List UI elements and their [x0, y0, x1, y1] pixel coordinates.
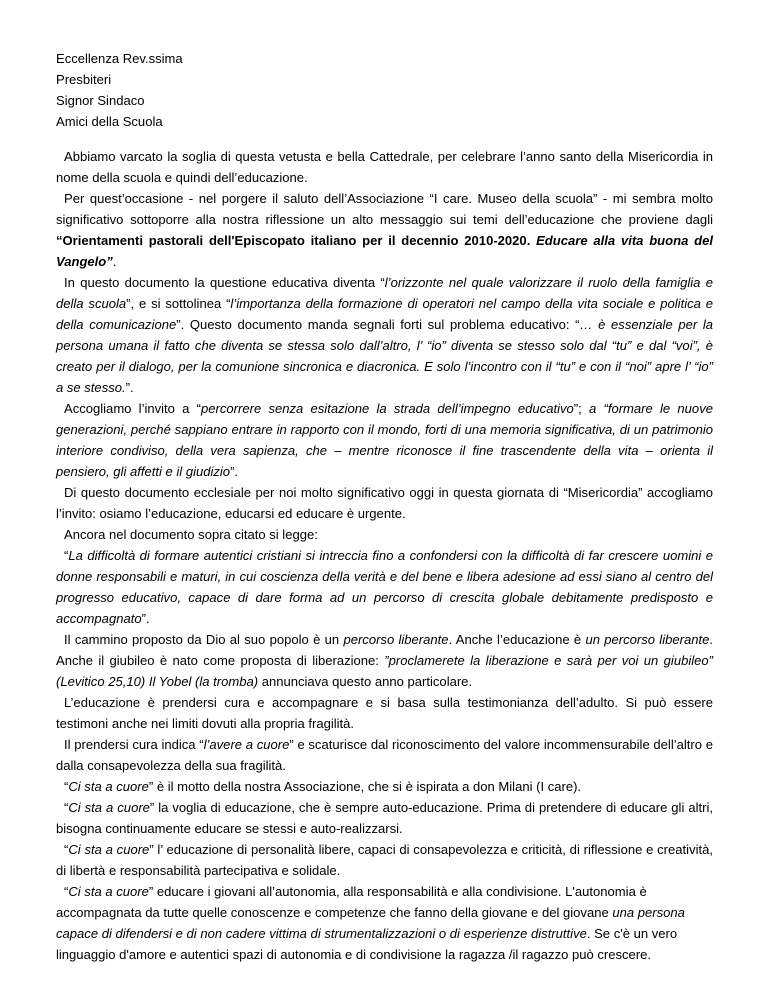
- text-run: Per quest’occasione - nel porgere il saluto dell’Associazione “I care. Museo della scuola” - mi sembra molto significativo sottoporre alla nostra riflessione un alto messaggio sui temi dell’educazione che proviene dagli: [56, 191, 713, 227]
- text-run: .: [112, 254, 117, 269]
- text-run: Educare alla vita buona del Vangelo”: [56, 233, 713, 269]
- text-run: ”, e si sottolinea “: [126, 296, 231, 311]
- text-run: Di questo documento ecclesiale per noi molto significativo oggi in questa giornata di “Misericordia” accogliamo l’invito: osiamo l’educazione, educarsi ed educare è urgente.: [56, 485, 713, 521]
- text-run: l’importanza della formazione di operatori nel campo della vita sociale e politica e della comunicazione: [56, 296, 713, 332]
- text-run: “: [64, 800, 69, 815]
- text-run: ”. Questo documento manda segnali forti sul problema educativo: “: [176, 317, 580, 332]
- text-run: Abbiamo varcato la soglia di questa vetusta e bella Cattedrale, per celebrare l’anno santo della Misericordia in nome della scuola e quindi dell’educazione.: [56, 149, 713, 185]
- text-run: percorrere senza esitazione la strada dell’impegno educativo: [201, 401, 574, 416]
- text-run: l’orizzonte nel quale valorizzare il ruolo della famiglia e della scuola: [56, 275, 713, 311]
- text-run: . Anche il giubileo è nato come proposta di liberazione:: [56, 632, 713, 668]
- body-paragraph: [56, 272, 713, 398]
- salutation-line: Signor Sindaco: [56, 93, 145, 108]
- document-body: [56, 146, 713, 965]
- body-paragraph: [56, 881, 713, 965]
- text-run: ” è il motto della nostra Associazione, che si è ispirata a don Milani (I care).: [148, 779, 582, 794]
- body-paragraph: [56, 146, 713, 188]
- text-run: percorso liberante: [343, 632, 449, 647]
- text-run: Ci sta a cuore: [68, 800, 150, 815]
- text-run: Il cammino proposto da Dio al suo popolo è un: [64, 632, 344, 647]
- text-run: Ci sta a cuore: [68, 842, 150, 857]
- text-run: ” la voglia di educazione, che è sempre auto-educazione. Prima di pretendere di educare gli altri, bisogna continuamente educare se stessi e auto-realizzarsi.: [56, 800, 713, 836]
- body-paragraph: [56, 545, 713, 629]
- text-run: una persona capace di difendersi e di non cadere vittima di strumentalizzazioni o di esperienze distruttive: [56, 905, 685, 941]
- text-run: ” educare i giovani all’autonomia, alla responsabilità e alla condivisione. L'autonomia è accompagnata da tutte quelle conoscenze e competenze che fanno della giovane e del giovane: [56, 884, 647, 920]
- text-run: Ci sta a cuore: [68, 884, 149, 899]
- body-paragraph: [56, 482, 713, 524]
- text-run: annunciava questo anno particolare.: [258, 674, 473, 689]
- body-paragraph: [56, 839, 713, 881]
- text-run: Accogliamo l’invito a “: [64, 401, 202, 416]
- text-run: In questo documento la questione educativa diventa “: [64, 275, 385, 290]
- body-paragraph: [56, 797, 713, 839]
- text-run: a “formare le nuove generazioni, perché sappiano entrare in rapporto con il mondo, forti di una memoria significativa, di un patrimonio interiore condiviso, della vera sapienza, che – mentre riconosce il fine trascendente della vita – orienta il pensiero, gli affetti e il giudizio: [56, 401, 713, 479]
- text-run: ” l’ educazione di personalità libere, capaci di consapevolezza e criticità, di riflessione e creatività, di libertà e responsabilità partecipativa e solidale.: [56, 842, 713, 878]
- text-run: ”.: [230, 464, 239, 479]
- text-run: ”proclamerete la liberazione e sarà per voi un giubileo” (Levitico 25,10) Il Yobel (la tromba): [56, 653, 713, 689]
- text-run: “: [64, 884, 69, 899]
- text-run: Ci sta a cuore: [68, 779, 149, 794]
- salutation-line: Amici della Scuola: [56, 114, 163, 129]
- body-paragraph: [56, 188, 713, 272]
- body-paragraph: [56, 524, 713, 545]
- text-run: ”;: [573, 401, 589, 416]
- text-run: “: [64, 842, 69, 857]
- text-run: ”.: [141, 611, 150, 626]
- text-run: . Anche l’educazione è: [448, 632, 586, 647]
- body-paragraph: [56, 692, 713, 734]
- text-run: Il prendersi cura indica “: [64, 737, 204, 752]
- text-run: ” e scaturisce dal riconoscimento del valore incommensurabile dell’altro e dalla consapevolezza della sua fragilità.: [56, 737, 713, 773]
- salutation-line: Eccellenza Rev.ssima: [56, 51, 183, 66]
- salutation-line: Presbiteri: [56, 72, 112, 87]
- text-run: L’educazione è prendersi cura e accompagnare e si basa sulla testimonianza dell’adulto. Si può essere testimoni anche nei limiti dovuti alla propria fragilità.: [56, 695, 713, 731]
- text-run: l’avere a cuore: [203, 737, 290, 752]
- body-paragraph: [56, 776, 713, 797]
- text-run: “: [64, 548, 69, 563]
- text-run: ”.: [125, 380, 134, 395]
- document-page: [56, 48, 713, 965]
- text-run: … è essenziale per la persona umana il fatto che diventa se stessa solo dall’altro, l’ “io” diventa se stesso solo dal “tu” e dal “voi”, è creato per il dialogo, per la comunione sincronica e diacronica. E solo l’incontro con il “tu” e con il “noi” apre l’ “io” a se stesso.: [56, 317, 713, 395]
- body-paragraph: [56, 629, 713, 692]
- text-run: Ancora nel documento sopra citato si legge:: [64, 527, 318, 542]
- text-run: “: [64, 779, 69, 794]
- text-run: “Orientamenti pastorali dell'Episcopato italiano per il decennio 2010-2020.: [56, 233, 537, 248]
- text-run: La difficoltà di formare autentici cristiani si intreccia fino a confondersi con la difficoltà di far crescere uomini e donne responsabili e maturi, in cui coscienza della verità e del bene e libera adesione ad essi siano al centro del progresso educativo, capace di dare forma ad un percorso di crescita globale debitamente predisposto e accompagnato: [56, 548, 713, 626]
- text-run: . Se c'è un vero linguaggio d'amore e autentici spazi di autonomia e di condivisione la ragazza /il ragazzo può crescere.: [56, 926, 678, 962]
- body-paragraph: [56, 734, 713, 776]
- text-run: un percorso liberante: [585, 632, 710, 647]
- salutations-block: [56, 48, 713, 132]
- body-paragraph: [56, 398, 713, 482]
